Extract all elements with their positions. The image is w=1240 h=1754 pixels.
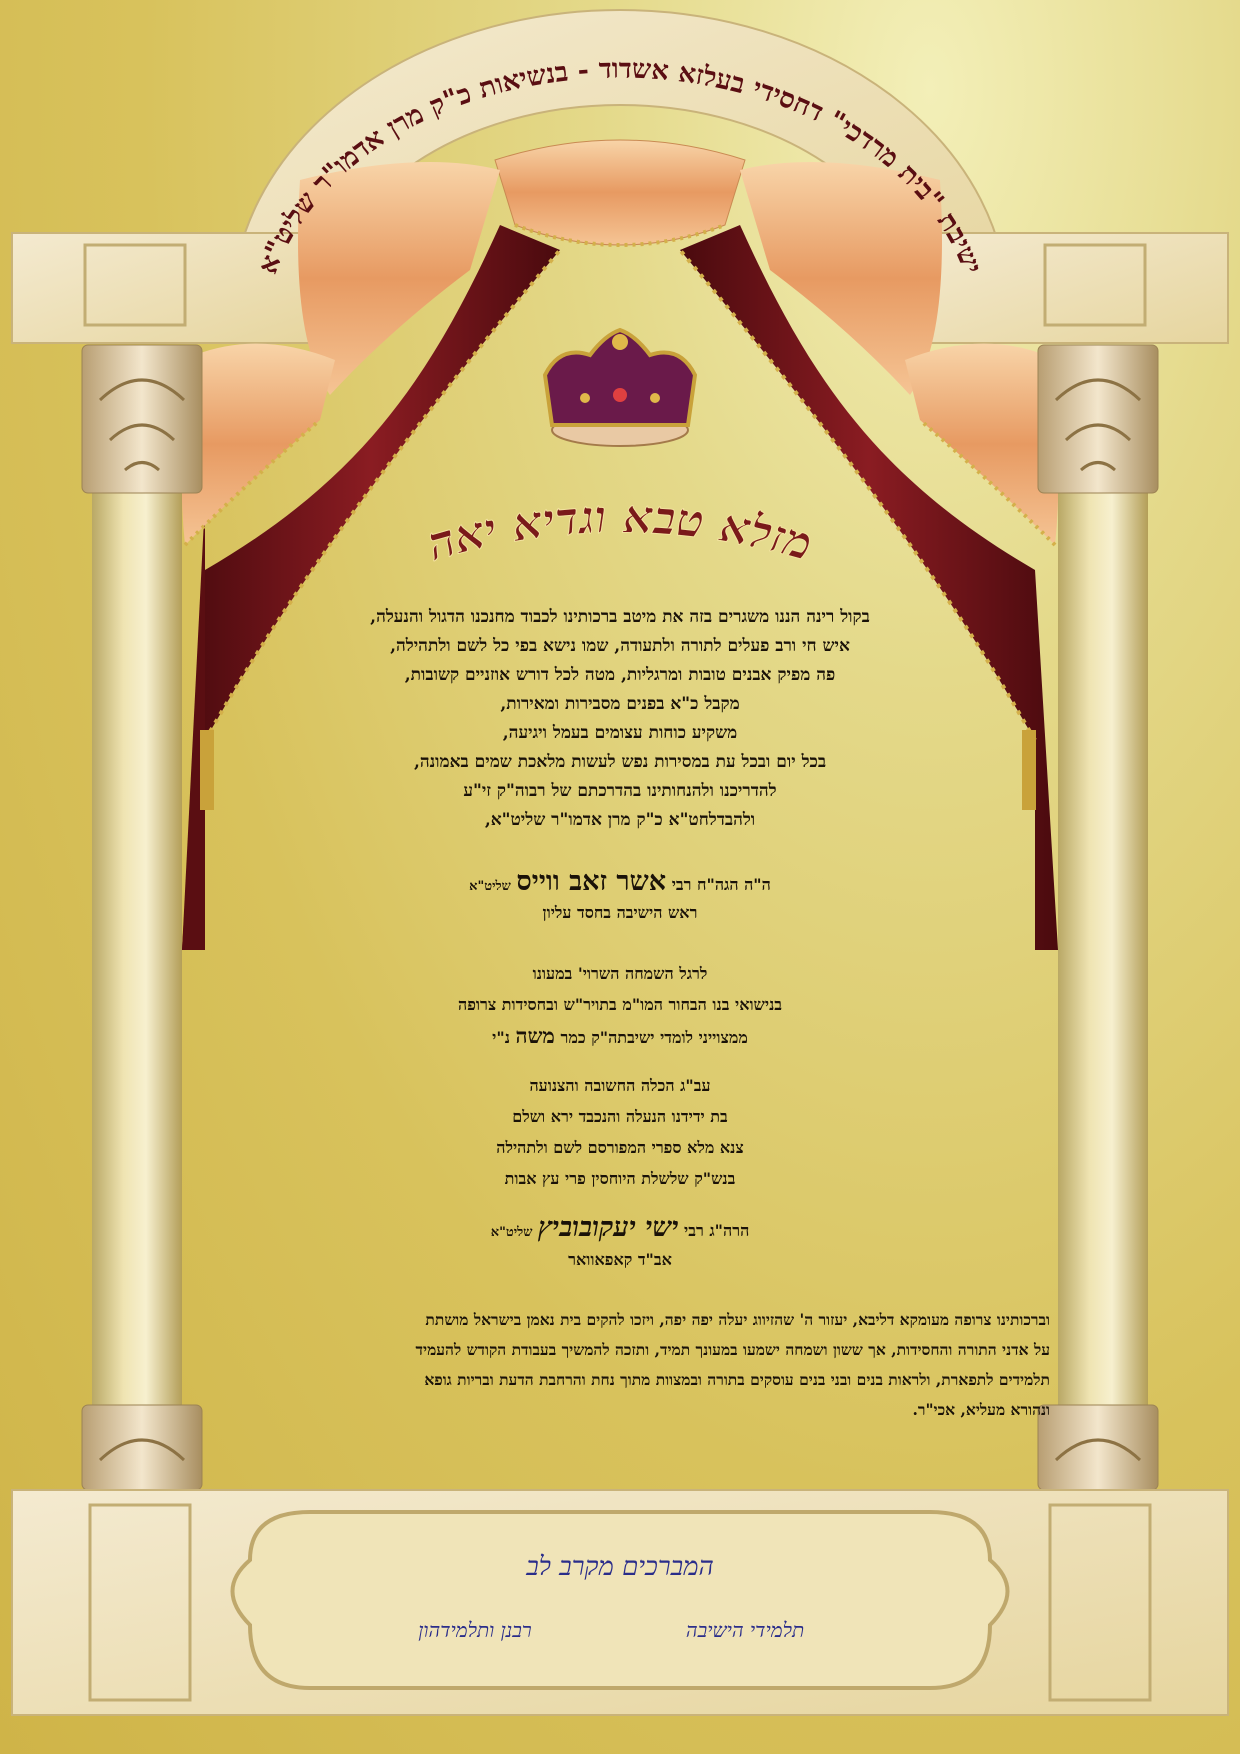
occasion-line: בנישואי בנו הבחור המו"מ בתויר"ש ובחסידות צרופה bbox=[457, 995, 782, 1014]
occasion-block bbox=[200, 958, 1040, 1051]
signature-students: תלמידי הישיבה bbox=[685, 1618, 805, 1642]
body-line: מקבל כ"א בפנים מסבירות ומאירות, bbox=[500, 694, 740, 714]
body-line: ולהבדלחט"א כ"ק מרן אדמו"ר שליט"א, bbox=[484, 810, 756, 830]
svg-text:מזלא טבא וגדיא יאה bbox=[421, 489, 818, 571]
bride-block bbox=[200, 1070, 1040, 1194]
honoree-prefix: ה"ה הגה"ח רבי bbox=[671, 875, 771, 894]
in-law-name: ישי יעקובוביץ bbox=[537, 1212, 679, 1243]
main-title: מזלא טבא וגדיא יאה bbox=[421, 489, 819, 572]
body-line: בקול רינה הננו משגרים בזה את מיטב ברכותינו לכבוד מחנכנו הדגול והנעלה, bbox=[370, 607, 870, 627]
bride-line: בת ידידנו הנעלה והנכבד ירא ושלם bbox=[512, 1107, 728, 1126]
bride-line: בנש"ק שלשלת היוחסין פרי עץ אבות bbox=[504, 1169, 736, 1188]
groom-name: משה bbox=[515, 1023, 555, 1048]
body-line: להדריכנו ולהנחותינו בהדרכתם של רבוה"ק זי"ע bbox=[463, 781, 777, 801]
in-law-suffix: שליט"א bbox=[490, 1225, 533, 1240]
honoree-title: ראש הישיבה בחסד עליון bbox=[542, 903, 698, 922]
honoree-suffix: שליט"א bbox=[469, 879, 511, 894]
honoree-name: אשר זאב ווייס bbox=[516, 866, 667, 897]
closing-line: תלמידים לתפארת, ולראות בנים ובני בנים עוסקים בתורה ובמצוות מתוך נחת והרחבת הדעת ובריות גופא bbox=[424, 1370, 1050, 1389]
closing-blessing bbox=[200, 1305, 1050, 1425]
bride-line: צנא מלא ספרי המפורסם לשם ולתהילה bbox=[496, 1138, 744, 1157]
body-line: איש חי ורב פעלים לתורה ולתעודה, שמו נישא בפי כל לשם ולתהילה, bbox=[390, 636, 850, 656]
groom-prefix: ממצוייני לומדי ישיבתה"ק כמר bbox=[560, 1028, 748, 1047]
closing-line: ונהורא מעליא, אכי"ר. bbox=[912, 1400, 1050, 1419]
occasion-line-groom bbox=[200, 1020, 1040, 1051]
bride-line: עב"ג הכלה החשובה והצנועה bbox=[529, 1076, 711, 1095]
signature-blessing: המברכים מקרב לב bbox=[526, 1552, 714, 1582]
body-line: פה מפיק אבנים טובות ומרגליות, מטה לכל דורש אוזניים קשובות, bbox=[404, 665, 836, 685]
groom-suffix: נ"י bbox=[492, 1028, 510, 1047]
closing-line: וברכותינו צרופה מעומקא דליבא, יעזור ה' שהזיווג יעלה יפה יפה, ויזכו להקים בית נאמן בישראל מושתת bbox=[425, 1310, 1050, 1329]
body-line: בכל יום ובכל עת במסירות נפש לעשות מלאכת שמים באמונה, bbox=[413, 752, 827, 772]
honoree-name-line bbox=[200, 866, 1040, 897]
body-text bbox=[200, 603, 1040, 835]
occasion-line: לרגל השמחה השרוי' במעונו bbox=[532, 964, 708, 983]
arch-inscription: ישיבת "בית מרדכי" דחסידי בעלזא אשדוד - בנשיאות כ"ק מרן אדמו"ר שליט"א bbox=[252, 53, 988, 279]
in-law-prefix: הרה"ג רבי bbox=[684, 1221, 750, 1240]
in-law-name-line bbox=[200, 1212, 1040, 1243]
body-line: משקיע כוחות עצומים בעמל ויגיעה, bbox=[502, 723, 738, 743]
signature-rabbis: רבנן ותלמידהון bbox=[418, 1618, 532, 1642]
in-law-title: אב"ד קאפאוואר bbox=[568, 1250, 672, 1269]
closing-line: על אדני התורה והחסידות, אך ששון ושמחה ישמעו במעונך תמיד, ותזכה להמשיך בעבודת הקודש להעמיד bbox=[415, 1340, 1050, 1359]
